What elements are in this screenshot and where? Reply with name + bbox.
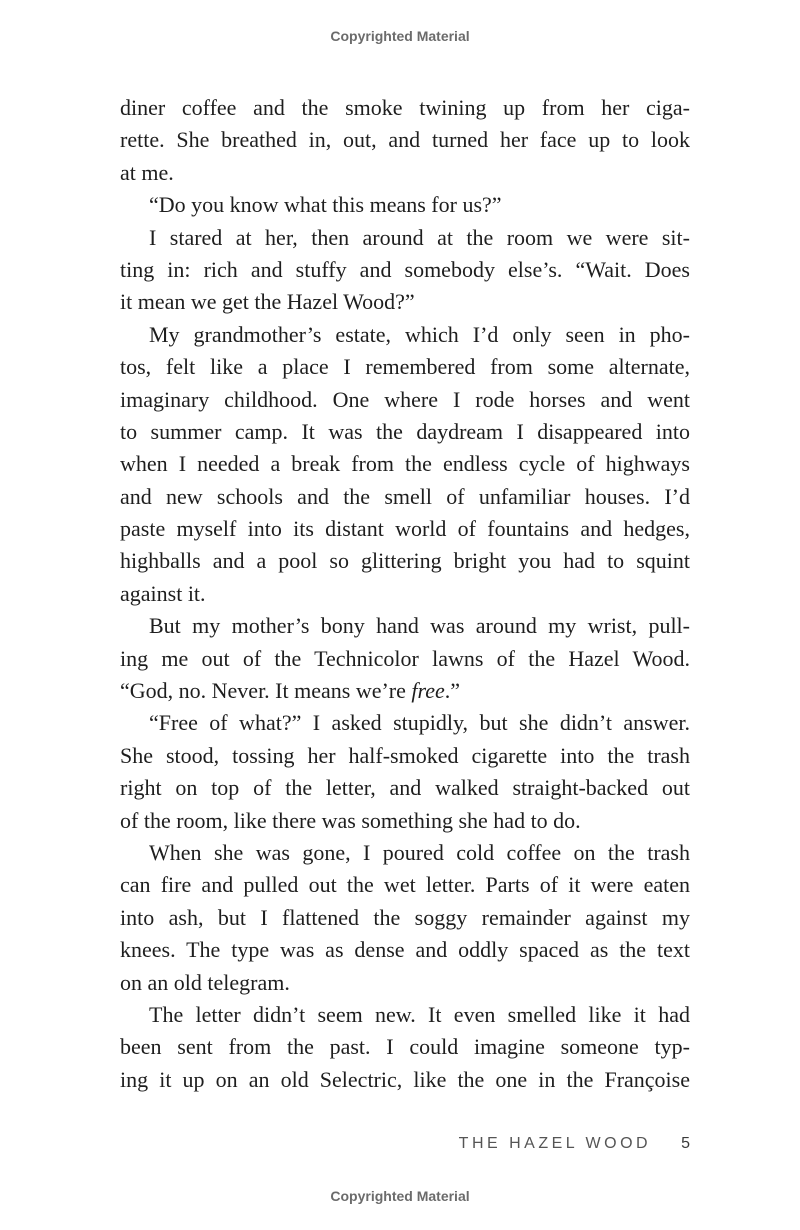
text-line-content: and new schools and the smell of unfamiliar houses. I’d <box>120 483 690 509</box>
copyright-watermark-top: Copyrighted Material <box>330 28 470 44</box>
text-line <box>120 707 690 739</box>
text-line <box>120 92 690 124</box>
text-line-content: ting in: rich and stuffy and somebody else’s. “Wait. Does <box>120 256 690 282</box>
text-line <box>120 351 690 383</box>
text-line <box>120 772 690 804</box>
text-line <box>120 416 690 448</box>
text-line-content: My grandmother’s estate, which I’d only seen in pho- <box>149 321 690 347</box>
text-line <box>120 643 690 675</box>
copyright-watermark-bottom: Copyrighted Material <box>330 1188 470 1204</box>
text-line-content: “Do you know what this means for us?” <box>149 192 502 218</box>
text-line <box>120 675 690 707</box>
text-line-content: I stared at her, then around at the room we were sit- <box>149 224 690 250</box>
text-line-content: rette. She breathed in, out, and turned her face up to look <box>120 127 690 153</box>
text-line <box>120 124 690 156</box>
text-line-content: can fire and pulled out the wet letter. Parts of it were eaten <box>120 872 690 898</box>
text-line <box>120 1031 690 1063</box>
text-line-content: it mean we get the Hazel Wood?” <box>120 289 415 315</box>
text-line-content: highballs and a pool so glittering bright you had to squint <box>120 548 690 574</box>
text-line-content: imaginary childhood. One where I rode horses and went <box>120 386 690 412</box>
text-line-content: ing me out of the Technicolor lawns of the Hazel Wood. <box>120 645 690 671</box>
text-line-content: on an old telegram. <box>120 969 290 995</box>
text-line <box>120 578 690 610</box>
text-line <box>120 513 690 545</box>
text-line-content: When she was gone, I poured cold coffee on the trash <box>149 839 690 865</box>
text-line-content: into ash, but I flattened the soggy remainder against my <box>120 904 690 930</box>
text-line-content: when I needed a break from the endless cycle of highways <box>120 451 690 477</box>
text-line <box>120 967 690 999</box>
text-line <box>120 222 690 254</box>
text-line-content: paste myself into its distant world of fountains and hedges, <box>120 516 690 542</box>
text-line-content: against it. <box>120 580 206 606</box>
text-line-content: diner coffee and the smoke twining up from her ciga- <box>120 95 690 120</box>
text-line <box>120 545 690 577</box>
text-line <box>120 1064 690 1096</box>
text-line <box>120 254 690 286</box>
text-line <box>120 189 690 221</box>
text-line <box>120 999 690 1031</box>
text-line <box>120 805 690 837</box>
text-line <box>120 869 690 901</box>
text-line <box>120 740 690 772</box>
text-line <box>120 319 690 351</box>
running-footer <box>300 1135 690 1153</box>
text-line-content: ing it up on an old Selectric, like the one in the Françoise <box>120 1066 690 1092</box>
text-line-content: The letter didn’t seem new. It even smelled like it had <box>149 1001 690 1027</box>
text-line-content: to summer camp. It was the daydream I disappeared into <box>120 418 690 444</box>
text-line <box>120 448 690 480</box>
page-number: 5 <box>681 1135 690 1152</box>
text-line-content: at me. <box>120 159 174 185</box>
text-line <box>120 610 690 642</box>
text-line-content: tos, felt like a place I remembered from some alternate, <box>120 354 690 380</box>
text-line <box>120 286 690 318</box>
text-line-content: “Free of what?” I asked stupidly, but she didn’t answer. <box>149 710 690 736</box>
text-line <box>120 481 690 513</box>
running-title: THE HAZEL WOOD <box>458 1135 652 1152</box>
text-line <box>120 934 690 966</box>
text-line-content: She stood, tossing her half-smoked cigarette into the trash <box>120 742 690 768</box>
text-line-content: knees. The type was as dense and oddly spaced as the text <box>120 937 690 963</box>
text-line-tail: .” <box>444 678 461 704</box>
text-line-content: But my mother’s bony hand was around my wrist, pull- <box>149 613 690 639</box>
text-line-content: been sent from the past. I could imagine someone typ- <box>120 1034 690 1060</box>
text-line <box>120 902 690 934</box>
text-line <box>120 384 690 416</box>
text-line-content: of the room, like there was something she had to do. <box>120 807 581 833</box>
text-line <box>120 837 690 869</box>
text-line-content: right on top of the letter, and walked straight-backed out <box>120 775 690 801</box>
text-line <box>120 157 690 189</box>
italic-emphasis: free <box>411 678 445 704</box>
body-text <box>120 92 690 1096</box>
text-line-content: “God, no. Never. It means we’re <box>120 678 412 704</box>
